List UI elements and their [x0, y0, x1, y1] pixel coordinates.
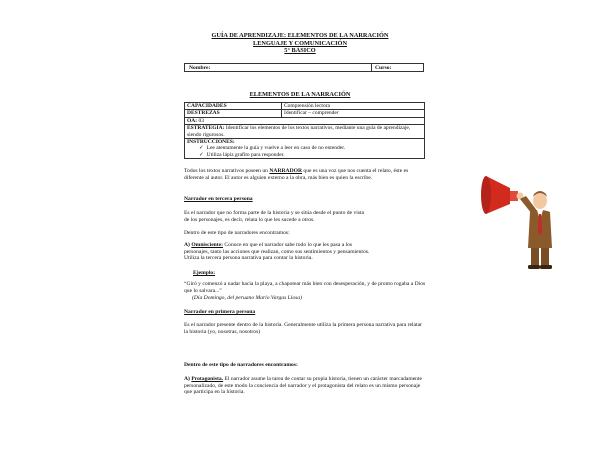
table-row [185, 125, 425, 139]
header-line-1: GUÍA DE APRENDIZAJE: ELEMENTOS DE LA NARRACIÓN [211, 32, 389, 39]
left-leg [531, 248, 539, 266]
example-quote: “Giró y comenzó a nadar hacia la playa, a chapotear más bien con desesperación, y de pronto rogaba a Dios que lo salvara...” [184, 281, 426, 294]
head [533, 193, 547, 209]
tercera-text: Es el narrador que no forma parte de la historia y se sitúa desde el punto de vista de los personajes, es decir, relata lo que les sucede a otros. [184, 210, 365, 223]
capacidades-label: CAPACIDADES [185, 103, 282, 110]
name-course-box [184, 63, 424, 72]
instruction-item: ✓ Lee atentamente la guía y vuelve a leer en caso de no entender. [187, 145, 422, 151]
name-label: Nombre: [189, 65, 211, 71]
tercera-types: Dentro de este tipo de narradores encontramos: [184, 230, 290, 236]
name-course-divider [371, 64, 372, 71]
megaphone-bell [481, 176, 491, 214]
estrategia-label: ESTRATEGIA: [187, 125, 225, 132]
instrucciones-label: INSTRUCCIONES: [187, 139, 235, 146]
protagonista-paragraph [184, 376, 426, 396]
omnisciente-paragraph [184, 242, 374, 262]
oa-label: OA: [187, 117, 198, 124]
intro-narrador: NARRADOR [269, 168, 303, 174]
primera-title: Narrador en primera persona [184, 309, 256, 315]
intro-c: que es una voz que nos cuenta el relato, éste es diferente al autor. El autor es alguien externo a la obra, más bien es quien la escribe. [184, 168, 409, 181]
destrezas-value: Identificar – comprender [282, 110, 425, 117]
header-line-3: 5° BÁSICO [284, 47, 316, 55]
capacidades-value: Comprensión lectora [282, 103, 425, 110]
protagonista-term: Protagonista. [191, 376, 224, 382]
left-shoe [528, 265, 540, 269]
course-label: Curso: [375, 65, 392, 71]
omnisciente-text: Conoce en que el narrador sabe todo lo que les pasa a los personajes, tanto las acciones que realizan, como sus sentimientos y pensamientos. Utiliza la tercera persona narrativa para contar la historia. [184, 242, 370, 262]
omnisciente-letter: A) [184, 242, 190, 248]
intro-paragraph [184, 168, 426, 181]
document-header [0, 32, 600, 55]
destrezas-label: DESTREZAS [185, 110, 282, 117]
intro-a: Todos los textos narrativos poseen un [184, 168, 268, 174]
header-line-2: LENGUAJE Y COMUNICACIÓN [253, 39, 347, 47]
section-title: ELEMENTOS DE LA NARRACIÓN [249, 91, 351, 98]
right-leg [541, 248, 549, 266]
table-row [185, 117, 425, 124]
estrategia-value: Identificar los elementos de los textos narrativos, mediante una guía de aprendizaje, siendo rigurosos. [187, 125, 411, 138]
right-shoe [540, 265, 552, 269]
primera-text: Es el narrador presente dentro de la historia. Generalmente utiliza la primera persona narrativa para relatar la historia (yo, nosotras, nosotros) [184, 322, 422, 335]
omnisciente-term: Omnisciente: [191, 242, 224, 248]
instrucciones-cell [185, 139, 425, 159]
table-row [185, 110, 425, 117]
megaphone-man-illustration [480, 174, 570, 270]
info-table [184, 102, 425, 159]
example-source: (Día Domingo, del peruano Mario Vargas Llosa) [192, 295, 302, 301]
table-row [185, 139, 425, 159]
oa-cell [185, 117, 425, 124]
protagonista-text: El narrador asume la tarea de contar su propia historia, tienen un carácter marcadamente personalizado, de este modo la conciencia del narrador y el protagonista del relato es un mismo personaje que participa en la historia. [184, 376, 423, 396]
instruction-item: ✓ Utiliza lápiz grafito para responder. [187, 152, 422, 158]
table-row [185, 103, 425, 110]
oa-value: 03 [198, 117, 204, 124]
primera-types: Dentro de este tipo de narradores encontramos: [184, 362, 298, 368]
estrategia-cell [185, 125, 425, 139]
example-title: Ejemplo: [193, 270, 216, 276]
tercera-title: Narrador en tercera persona [184, 196, 253, 202]
protagonista-letter: A) [184, 376, 190, 382]
